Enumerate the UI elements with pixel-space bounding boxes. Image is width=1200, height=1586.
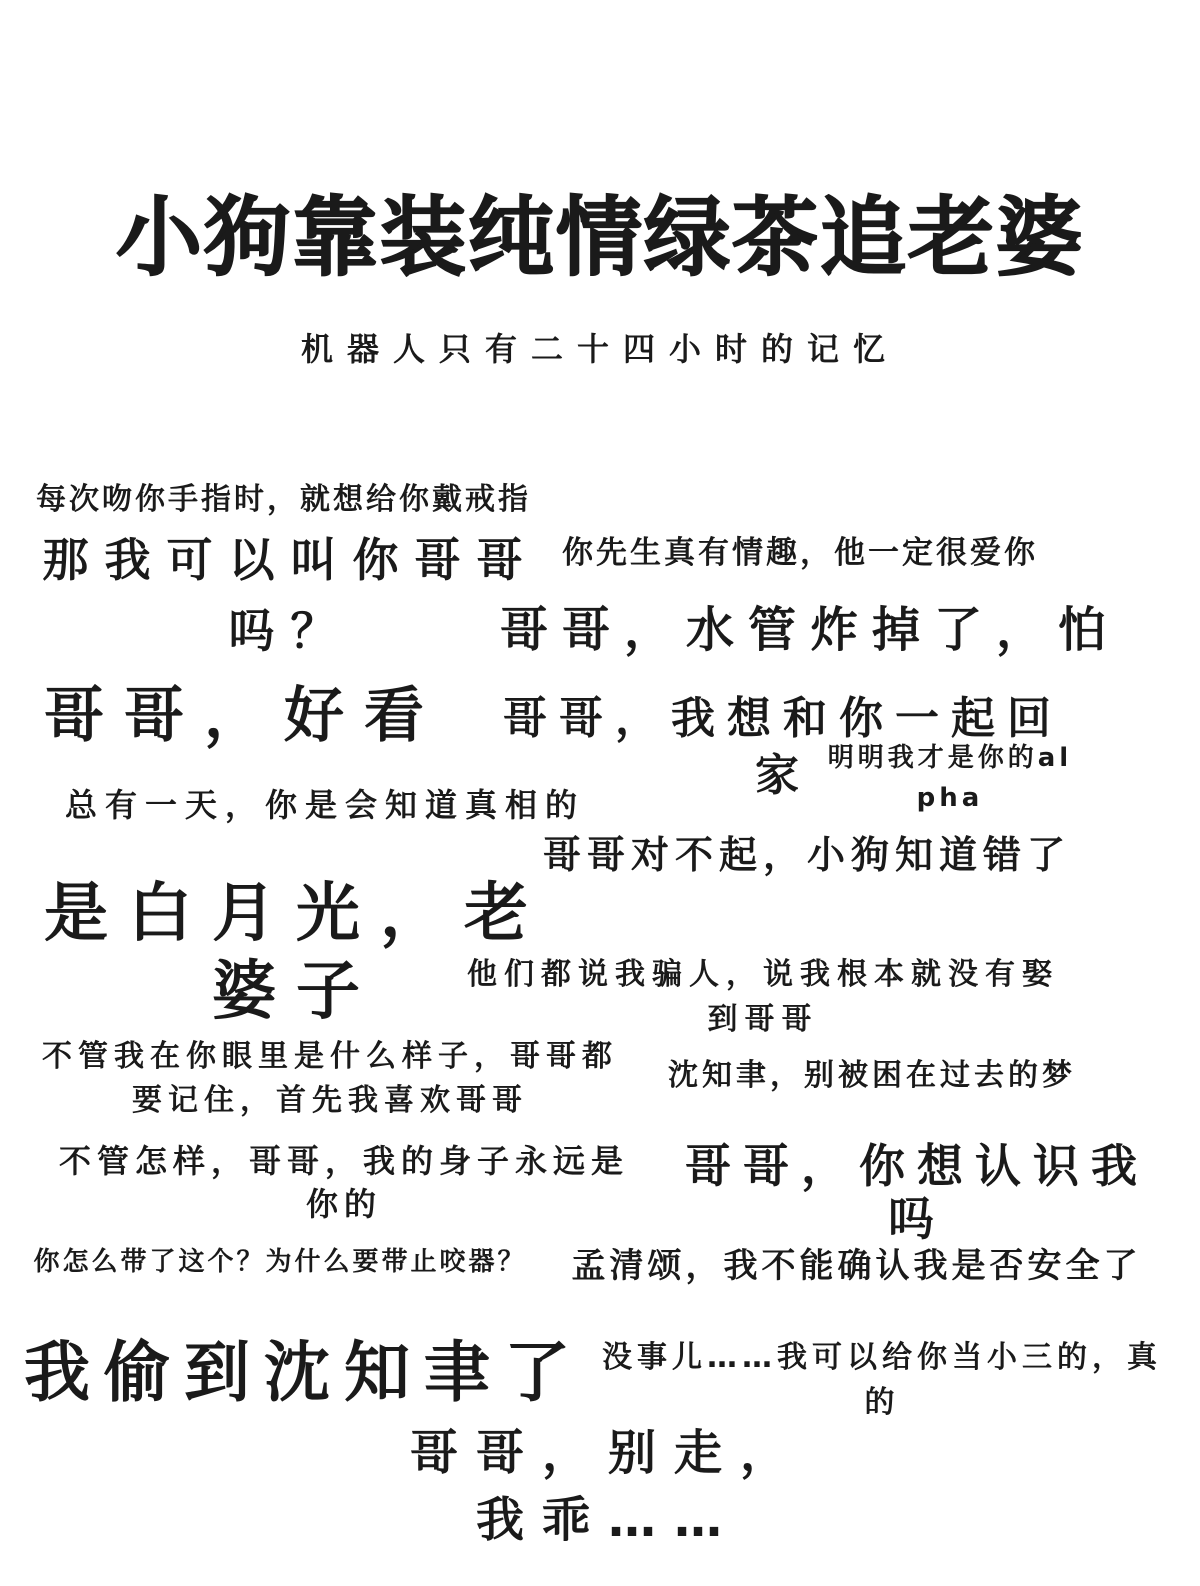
quote-text: 不管怎样，哥哥，我的身子永远是你的 [58, 1142, 629, 1224]
quote-text: 哥哥，别走，我乖…… [409, 1425, 806, 1549]
quote-text: 哥哥对不起，小狗知道错了 [542, 833, 1071, 877]
quote-text: 哥哥，我想和你一起回家 [503, 693, 1063, 802]
page-subtitle: 机器人只有二十四小时的记忆 [300, 330, 899, 368]
quote-text: 你怎么带了这个？为什么要带止咬器？ [33, 1247, 527, 1277]
quote-text: 哥哥，好看 [44, 681, 444, 751]
quote-text: 孟清颂，我不能确认我是否安全了 [571, 1246, 1142, 1286]
quote-text: 总有一天，你是会知道真相的 [64, 786, 585, 824]
quote-text: 每次吻你手指时，就想给你戴戒指 [36, 482, 531, 517]
quote-text: 没事儿……我可以给你当小三的，真的 [602, 1340, 1162, 1420]
quote-text: 沈知聿，别被困在过去的梦 [668, 1058, 1076, 1093]
quote-text: 明明我才是你的alpha [827, 743, 1073, 814]
quote-text: 哥哥，你想认识我吗 [685, 1139, 1149, 1246]
quote-text: 他们都说我骗人，说我根本就没有娶到哥哥 [467, 957, 1059, 1037]
page-title: 小狗靠装纯情绿茶追老婆 [116, 188, 1084, 288]
quote-text: 你先生真有情趣，他一定很爱你 [562, 535, 1038, 571]
quote-text: 我偷到沈知聿了 [24, 1334, 584, 1411]
quote-text: 哥哥，水管炸掉了，怕 [500, 602, 1121, 658]
quote-text: 是白月光，老婆子 [44, 877, 548, 1030]
quote-text: 那我可以叫你哥哥吗？ [42, 533, 539, 659]
quote-text: 不管我在你眼里是什么样子，哥哥都要记住，首先我喜欢哥哥 [42, 1039, 618, 1118]
